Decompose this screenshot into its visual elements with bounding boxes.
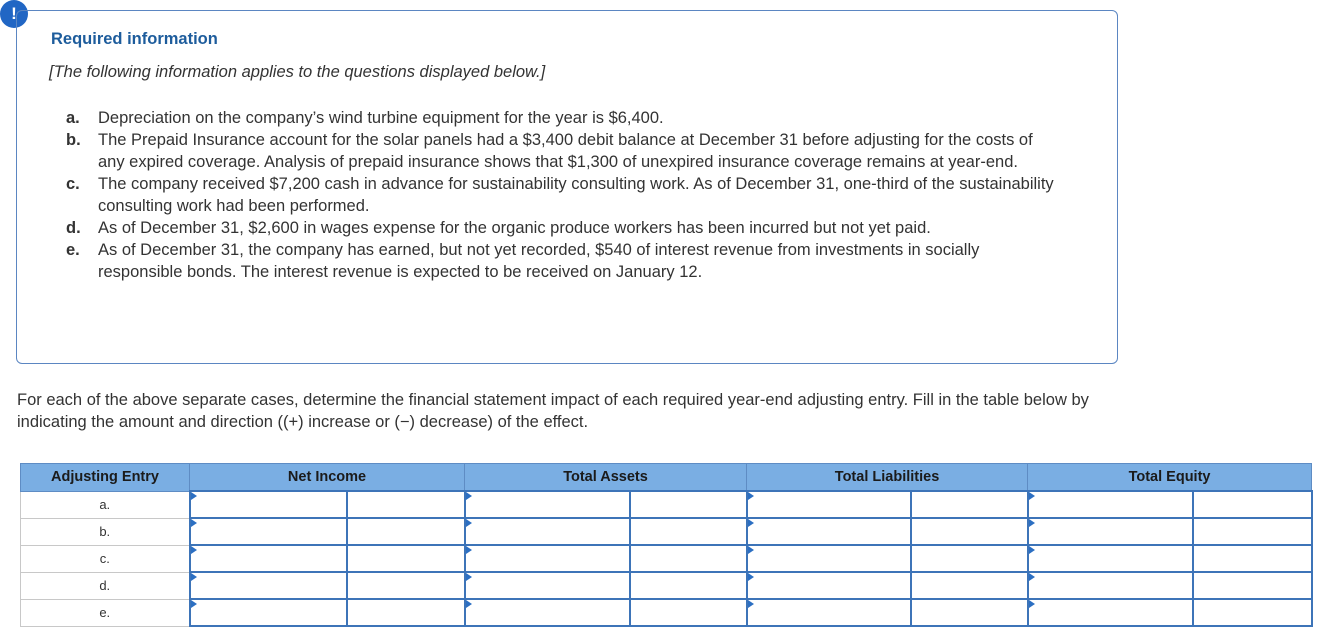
total-liabilities-direction-input[interactable] xyxy=(911,572,1028,599)
row-label: b. xyxy=(21,518,190,545)
table-header-row xyxy=(21,464,1312,492)
total-equity-amount-input[interactable] xyxy=(1028,572,1193,599)
item-letter: a. xyxy=(66,109,80,127)
dropdown-marker-icon xyxy=(191,546,197,554)
total-liabilities-direction-input[interactable] xyxy=(911,545,1028,572)
info-item-list xyxy=(66,107,1056,283)
item-letter: b. xyxy=(66,131,81,149)
dropdown-marker-icon xyxy=(466,600,472,608)
dropdown-marker-icon xyxy=(748,573,754,581)
header-net-income: Net Income xyxy=(190,464,465,492)
header-total-equity: Total Equity xyxy=(1028,464,1312,492)
info-item-e xyxy=(66,239,1056,283)
net-income-direction-input[interactable] xyxy=(347,518,465,545)
info-item-b xyxy=(66,129,1056,173)
dropdown-marker-icon xyxy=(466,573,472,581)
dropdown-marker-icon xyxy=(191,492,197,500)
total-assets-amount-input[interactable] xyxy=(465,599,630,626)
item-text: As of December 31, the company has earned, but not yet recorded, $540 of interest revenue from investments in socially responsible bonds. The interest revenue is expected to be received on January 12. xyxy=(98,241,980,281)
net-income-amount-input[interactable] xyxy=(190,491,347,518)
item-text: Depreciation on the company’s wind turbine equipment for the year is $6,400. xyxy=(98,109,664,127)
total-assets-direction-input[interactable] xyxy=(630,599,747,626)
row-label: a. xyxy=(21,491,190,518)
total-equity-amount-input[interactable] xyxy=(1028,599,1193,626)
total-equity-direction-input[interactable] xyxy=(1193,545,1312,572)
table-row xyxy=(21,599,1312,626)
table-row xyxy=(21,545,1312,572)
net-income-direction-input[interactable] xyxy=(347,599,465,626)
total-liabilities-amount-input[interactable] xyxy=(747,518,911,545)
dropdown-marker-icon xyxy=(1029,519,1035,527)
total-assets-direction-input[interactable] xyxy=(630,491,747,518)
net-income-direction-input[interactable] xyxy=(347,545,465,572)
item-letter: e. xyxy=(66,241,80,259)
total-equity-direction-input[interactable] xyxy=(1193,518,1312,545)
item-text: The company received $7,200 cash in advance for sustainability consulting work. As of December 31, one-third of the sustainability consulting work had been performed. xyxy=(98,175,1054,215)
net-income-amount-input[interactable] xyxy=(190,518,347,545)
info-item-c xyxy=(66,173,1056,217)
table-row xyxy=(21,572,1312,599)
total-equity-direction-input[interactable] xyxy=(1193,491,1312,518)
dropdown-marker-icon xyxy=(1029,492,1035,500)
total-liabilities-amount-input[interactable] xyxy=(747,572,911,599)
total-liabilities-amount-input[interactable] xyxy=(747,545,911,572)
total-assets-direction-input[interactable] xyxy=(630,518,747,545)
dropdown-marker-icon xyxy=(466,492,472,500)
total-liabilities-direction-input[interactable] xyxy=(911,491,1028,518)
header-total-liabilities: Total Liabilities xyxy=(747,464,1028,492)
item-letter: c. xyxy=(66,175,80,193)
total-liabilities-direction-input[interactable] xyxy=(911,518,1028,545)
total-assets-amount-input[interactable] xyxy=(465,518,630,545)
dropdown-marker-icon xyxy=(466,519,472,527)
header-adjusting-entry: Adjusting Entry xyxy=(21,464,190,492)
total-equity-direction-input[interactable] xyxy=(1193,572,1312,599)
row-label: d. xyxy=(21,572,190,599)
dropdown-marker-icon xyxy=(1029,573,1035,581)
instructions-text: For each of the above separate cases, determine the financial statement impact of each required year-end adjusting entry. Fill in the table below by indicating the amount and direction ((+) increase or (−) decrease) of the effect. xyxy=(17,391,1089,431)
total-assets-amount-input[interactable] xyxy=(465,545,630,572)
header-total-assets: Total Assets xyxy=(465,464,747,492)
alert-icon: ! xyxy=(0,0,28,28)
impact-table xyxy=(20,463,1313,627)
total-liabilities-direction-input[interactable] xyxy=(911,599,1028,626)
info-title: Required information xyxy=(51,30,218,48)
net-income-direction-input[interactable] xyxy=(347,572,465,599)
net-income-direction-input[interactable] xyxy=(347,491,465,518)
total-assets-amount-input[interactable] xyxy=(465,491,630,518)
total-assets-direction-input[interactable] xyxy=(630,545,747,572)
dropdown-marker-icon xyxy=(748,546,754,554)
dropdown-marker-icon xyxy=(748,519,754,527)
total-assets-direction-input[interactable] xyxy=(630,572,747,599)
info-item-d xyxy=(66,217,1056,239)
dropdown-marker-icon xyxy=(191,519,197,527)
dropdown-marker-icon xyxy=(191,573,197,581)
dropdown-marker-icon xyxy=(1029,600,1035,608)
row-label: c. xyxy=(21,545,190,572)
total-equity-amount-input[interactable] xyxy=(1028,545,1193,572)
row-label: e. xyxy=(21,599,190,626)
item-text: The Prepaid Insurance account for the solar panels had a $3,400 debit balance at December 31 before adjusting for the costs of any expired coverage. Analysis of prepaid insurance shows that $1,300 of unexpired insurance coverage remains at year-end. xyxy=(98,131,1033,171)
total-liabilities-amount-input[interactable] xyxy=(747,599,911,626)
net-income-amount-input[interactable] xyxy=(190,599,347,626)
dropdown-marker-icon xyxy=(466,546,472,554)
net-income-amount-input[interactable] xyxy=(190,545,347,572)
item-text: As of December 31, $2,600 in wages expense for the organic produce workers has been incurred but not yet paid. xyxy=(98,219,931,237)
dropdown-marker-icon xyxy=(748,600,754,608)
total-assets-amount-input[interactable] xyxy=(465,572,630,599)
table-row xyxy=(21,491,1312,518)
item-letter: d. xyxy=(66,219,81,237)
table-row xyxy=(21,518,1312,545)
info-subtitle: [The following information applies to the questions displayed below.] xyxy=(49,63,546,81)
total-liabilities-amount-input[interactable] xyxy=(747,491,911,518)
dropdown-marker-icon xyxy=(1029,546,1035,554)
net-income-amount-input[interactable] xyxy=(190,572,347,599)
info-item-a xyxy=(66,107,1056,129)
dropdown-marker-icon xyxy=(191,600,197,608)
dropdown-marker-icon xyxy=(748,492,754,500)
total-equity-amount-input[interactable] xyxy=(1028,491,1193,518)
total-equity-direction-input[interactable] xyxy=(1193,599,1312,626)
total-equity-amount-input[interactable] xyxy=(1028,518,1193,545)
